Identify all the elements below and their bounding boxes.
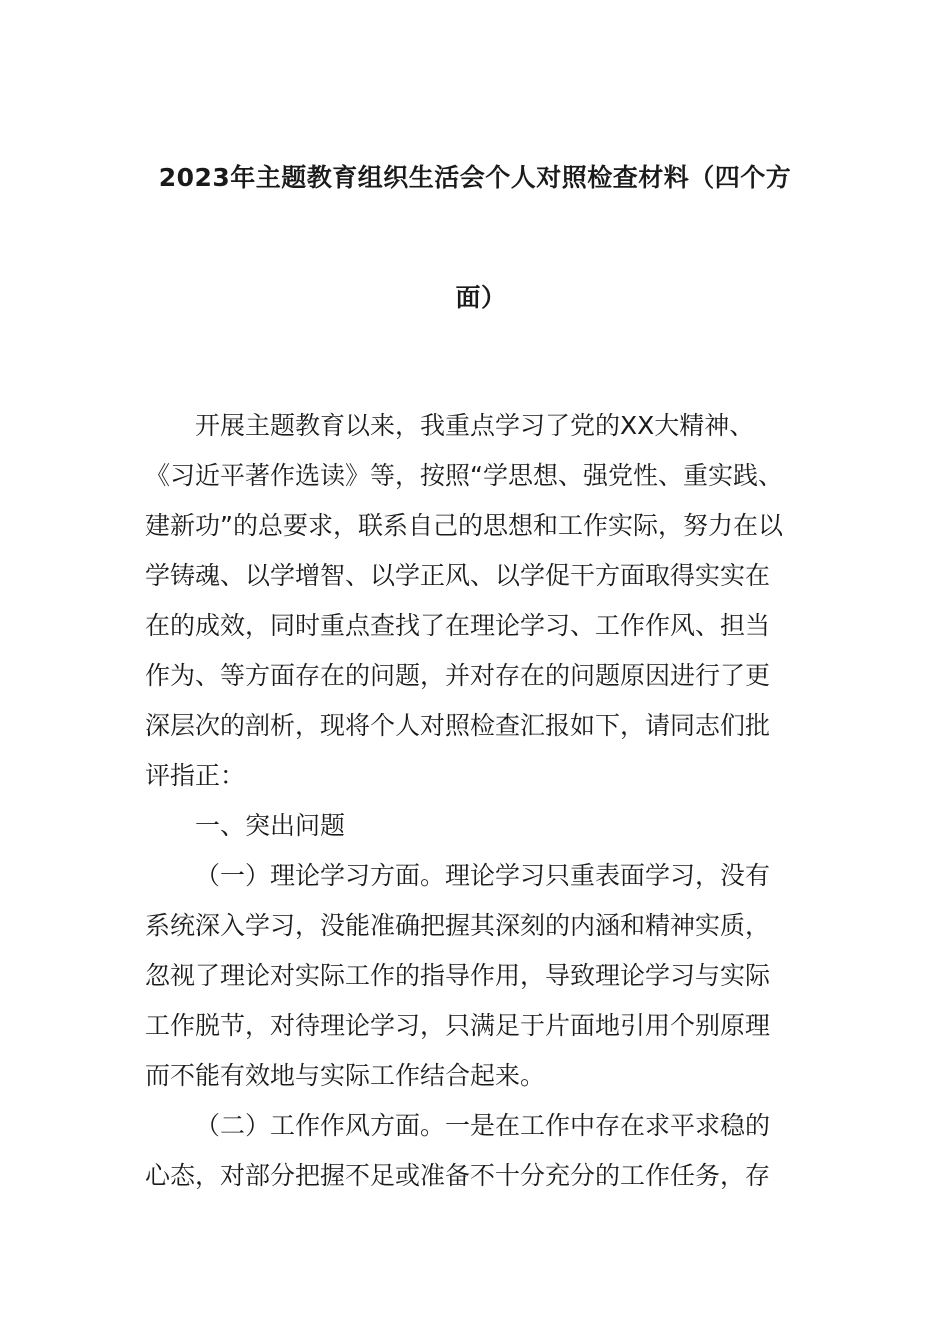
body-line: 在的成效，同时重点查找了在理论学习、工作作风、担当 bbox=[145, 611, 771, 640]
body-line: 开展主题教育以来，我重点学习了党的XX大精神、 bbox=[195, 411, 755, 440]
section-heading: 一、突出问题 bbox=[195, 811, 346, 840]
body-line: 《习近平著作选读》等，按照“学思想、强党性、重实践、 bbox=[145, 461, 783, 490]
body-line: （二）工作作风方面。一是在工作中存在求平求稳的 bbox=[195, 1111, 771, 1140]
document-body bbox=[145, 401, 815, 1201]
body-line: 学铸魂、以学增智、以学正风、以学促干方面取得实实在 bbox=[145, 561, 771, 590]
body-line: 而不能有效地与实际工作结合起来。 bbox=[145, 1061, 546, 1090]
document-title-line-1: 2023年主题教育组织生活会个人对照检查材料（四个方 bbox=[158, 163, 792, 192]
body-line: 作为、等方面存在的问题，并对存在的问题原因进行了更 bbox=[145, 661, 771, 690]
body-line: 深层次的剖析，现将个人对照检查汇报如下，请同志们批 bbox=[145, 711, 771, 740]
body-line: 心态，对部分把握不足或准备不十分充分的工作任务，存 bbox=[145, 1161, 771, 1190]
body-line: （一）理论学习方面。理论学习只重表面学习，没有 bbox=[195, 861, 771, 890]
body-line: 工作脱节，对待理论学习，只满足于片面地引用个别原理 bbox=[145, 1011, 771, 1040]
body-line: 忽视了理论对实际工作的指导作用，导致理论学习与实际 bbox=[145, 961, 771, 990]
body-line: 系统深入学习，没能准确把握其深刻的内涵和精神实质， bbox=[145, 911, 771, 940]
body-line: 建新功”的总要求，联系自己的思想和工作实际，努力在以 bbox=[145, 511, 783, 540]
body-line: 评指正： bbox=[145, 761, 246, 790]
document-title-line-2: 面） bbox=[455, 283, 507, 312]
